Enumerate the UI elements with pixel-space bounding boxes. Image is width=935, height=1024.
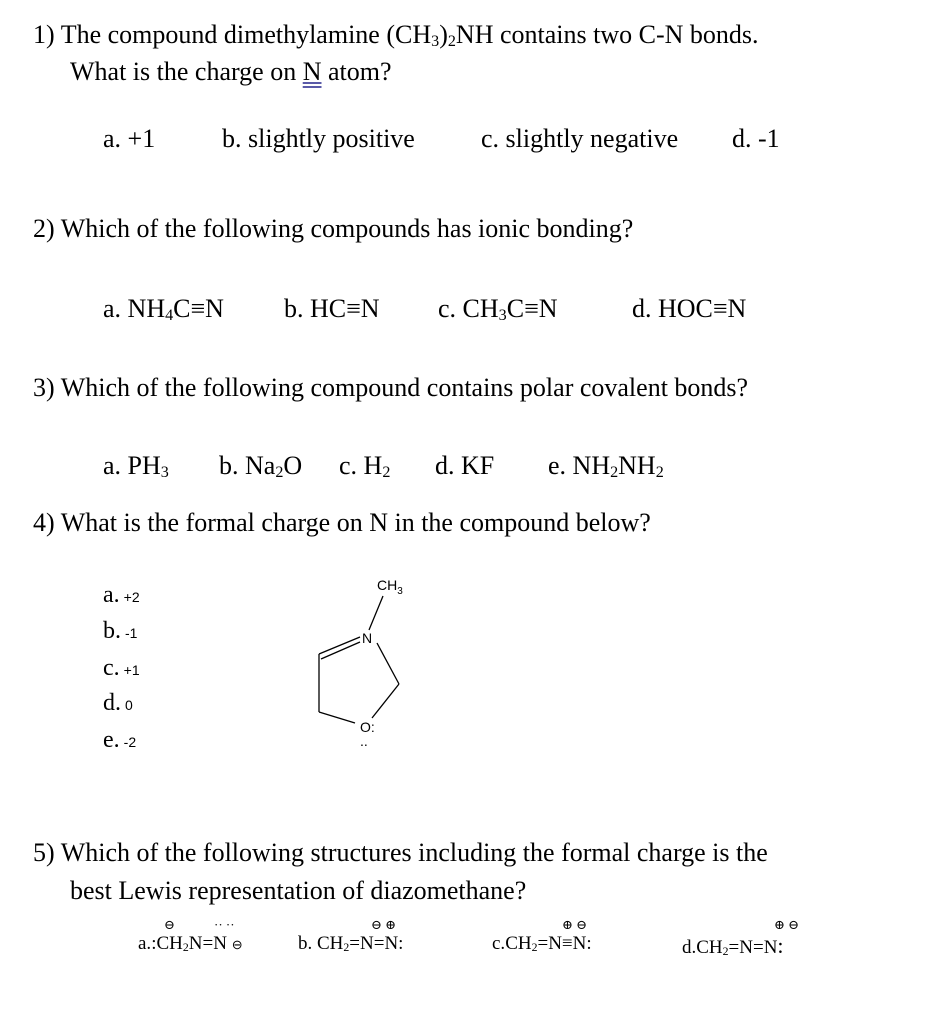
q3-e-sub-2: 2 [655, 463, 664, 481]
q5-c-main1: CH [505, 933, 532, 954]
q4-option-e[interactable] [103, 727, 136, 754]
q5-c-sub: 2 [531, 941, 538, 955]
q1-option-a[interactable]: a. +1 [103, 124, 156, 153]
ring-bond-bottom [319, 712, 355, 723]
n-methyl-bond [369, 596, 383, 630]
q1-sub-1: 3 [431, 32, 440, 50]
q1-text-a: 1) The compound dimethylamine (CH [33, 20, 432, 49]
q2-option-d[interactable]: d. HOC≡N [632, 294, 747, 323]
nitrogen-atom: N [362, 630, 373, 646]
q4-option-c[interactable] [103, 655, 140, 682]
q1-line2-a: What is the charge on [70, 57, 303, 86]
q3-option-d[interactable]: d. KF [435, 451, 495, 480]
q5-a-main1: :CH [151, 933, 183, 954]
q5-a-lone-pairs: ·· ·· [214, 917, 235, 932]
q4-c-value: +1 [123, 662, 140, 678]
q3-option-b[interactable] [219, 451, 302, 481]
q5-b-main1: CH [317, 933, 344, 954]
q1-line1 [33, 20, 759, 50]
q1-line2 [70, 57, 392, 87]
q3-e-2: NH [618, 451, 656, 480]
oxygen-atom: O: [360, 719, 375, 735]
q4-e-letter: e. [103, 727, 120, 753]
q3-b-1: b. Na [219, 451, 276, 480]
methyl-label: $CH_3$ [377, 577, 403, 597]
q4-e-value: -2 [123, 734, 137, 750]
q3-option-a[interactable] [103, 451, 169, 481]
q2-a-2: C≡N [173, 294, 224, 323]
q5-d-prefix: d. [682, 937, 697, 958]
q5-b-charges: ⊖ ⊕ [371, 917, 397, 932]
q3-option-e[interactable] [548, 451, 664, 481]
q2-a-sub: 4 [165, 306, 174, 324]
q4-option-a[interactable] [103, 582, 140, 609]
q3-a-sub: 3 [160, 463, 169, 481]
q2-a-1: a. NH [103, 294, 166, 323]
q1-sub-2: 2 [447, 32, 456, 50]
q5-d-tail: : [777, 933, 784, 958]
q1-text-c: NH contains two C-N bonds. [455, 20, 759, 49]
ring-bond-o [372, 684, 399, 718]
q3-c-sub: 2 [382, 463, 391, 481]
q5-a-tail-charge: ⊖ [231, 937, 243, 952]
q5-option-b[interactable] [298, 933, 403, 955]
q5-d-main1: CH [696, 937, 723, 958]
q3-b-sub: 2 [275, 463, 284, 481]
q5-c-charges: ⊕ ⊖ [562, 917, 588, 932]
q1-option-b[interactable]: b. slightly positive [222, 124, 415, 153]
q2-option-c[interactable] [438, 294, 558, 324]
q4-d-value: 0 [125, 697, 133, 713]
q1-line2-b: atom? [321, 57, 392, 86]
q5-line1: 5) Which of the following structures including the formal charge is the [33, 838, 768, 867]
q5-a-prefix: a. [138, 933, 152, 954]
q3-a-1: a. PH [103, 451, 161, 480]
q4-molecule [300, 570, 420, 760]
q1-option-c[interactable]: c. slightly negative [481, 124, 679, 153]
q5-option-c[interactable] [492, 933, 592, 955]
q5-option-d[interactable] [682, 933, 784, 959]
q3-e-sub-1: 2 [610, 463, 619, 481]
q4-option-b[interactable] [103, 618, 137, 645]
q4-c-letter: c. [103, 655, 120, 681]
q2-option-b[interactable]: b. HC≡N [284, 294, 380, 323]
q4-b-value: -1 [125, 625, 138, 641]
q5-a-main2: N=N [188, 933, 227, 954]
q5-d-main2: =N=N [728, 937, 778, 958]
q5-b-prefix: b. [298, 933, 313, 954]
q4-d-letter: d. [103, 690, 121, 716]
q5-a-charge: ⊖ [164, 917, 175, 932]
q5-c-prefix: c. [492, 933, 506, 954]
q1-underlined-n: N [302, 57, 322, 86]
q2-option-a[interactable] [103, 294, 224, 324]
q4-a-value: +2 [123, 589, 140, 605]
q5-c-main2: =N≡N: [537, 933, 592, 954]
q3-c-1: c. H [339, 451, 383, 480]
q3-option-c[interactable] [339, 451, 390, 481]
q5-a-sub: 2 [182, 941, 189, 955]
q5-d-sub: 2 [722, 945, 729, 959]
oxygen-lone-pair: .. [360, 733, 368, 749]
q2-text: 2) Which of the following compounds has ionic bonding? [33, 214, 634, 243]
q2-c-1: c. CH [438, 294, 499, 323]
q5-line2: best Lewis representation of diazomethane? [70, 876, 527, 905]
q5-d-charges: ⊕ ⊖ [774, 917, 800, 932]
q2-c-2: C≡N [506, 294, 558, 323]
q5-b-sub: 2 [343, 941, 350, 955]
q5-option-a[interactable] [138, 933, 243, 955]
q1-text-b: ) [439, 20, 448, 49]
q2-c-sub: 3 [498, 306, 507, 324]
q4-option-d[interactable] [103, 690, 133, 717]
q3-b-2: O [283, 451, 303, 480]
ring-bond-right [377, 643, 399, 684]
q5-b-main2: =N=N: [349, 933, 404, 954]
q4-b-letter: b. [103, 618, 121, 644]
q3-text: 3) Which of the following compound contains polar covalent bonds? [33, 373, 749, 402]
q1-option-d[interactable]: d. -1 [732, 124, 780, 153]
q4-a-letter: a. [103, 582, 120, 608]
q3-e-1: e. NH [548, 451, 611, 480]
q4-text: 4) What is the formal charge on N in the compound below? [33, 508, 651, 537]
